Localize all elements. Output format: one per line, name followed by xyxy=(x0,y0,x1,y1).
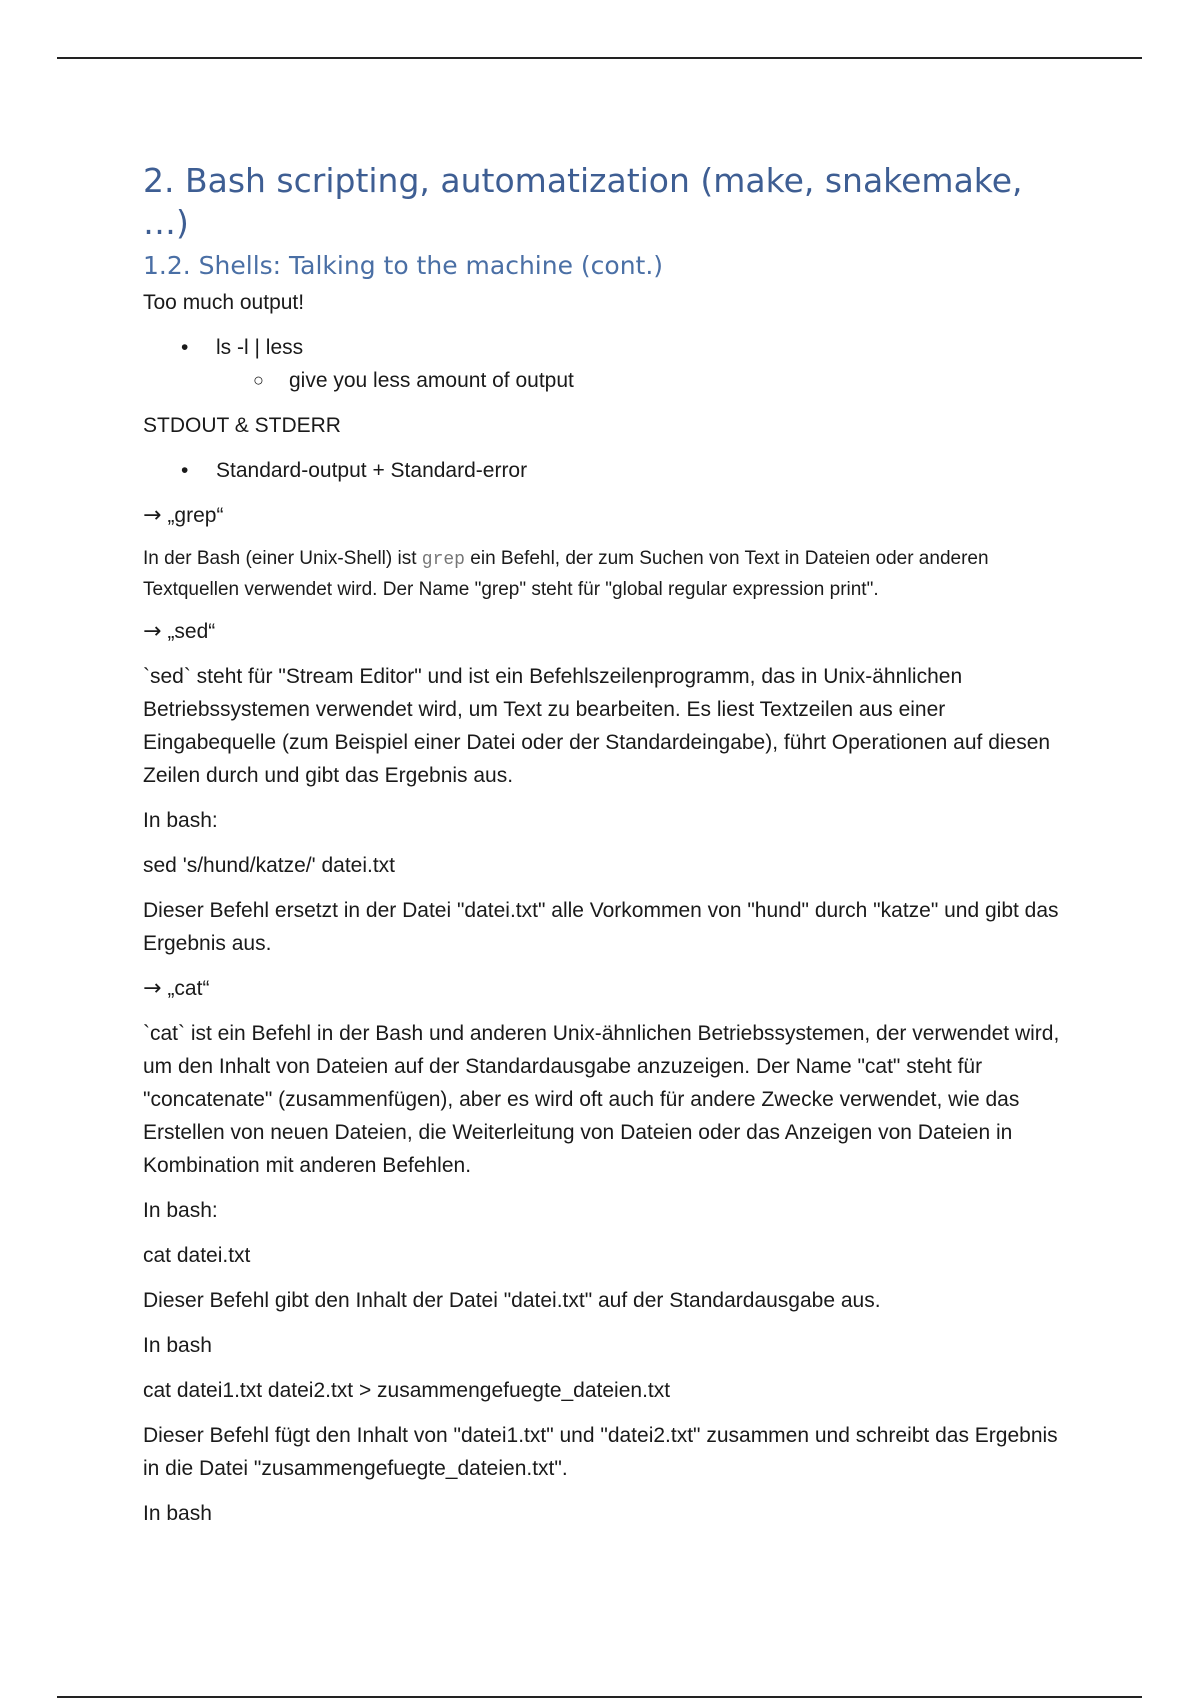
cat-heading-label: „cat“ xyxy=(167,977,210,1000)
list-item-stdout-label: Standard-output + Standard-error xyxy=(216,459,528,482)
sed-command: sed 's/hund/katze/' datei.txt xyxy=(143,854,395,877)
grep-text-before: In der Bash (einer Unix-Shell) ist xyxy=(143,548,422,569)
right-arrow-icon: → xyxy=(143,976,162,1001)
sed-heading-label: „sed“ xyxy=(167,620,216,643)
cat-in-bash-label-3: In bash xyxy=(143,1502,212,1525)
sed-explanation: Dieser Befehl ersetzt in der Datei "datei.txt" alle Vorkommen von "hund" durch "katze" und gibt das Ergebnis aus. xyxy=(143,899,1059,955)
list-item-ls xyxy=(143,331,1063,364)
grep-code: grep xyxy=(421,550,465,570)
filled-bullet-icon: • xyxy=(181,336,189,359)
cat-explanation-2: Dieser Befehl fügt den Inhalt von "datei1.txt" und "datei2.txt" zusammen und schreibt das Ergebnis in die Datei "zusammengefuegte_dateien.txt". xyxy=(143,1424,1058,1480)
list-item-ls-label: ls -l | less xyxy=(216,336,304,359)
cat-command-1: cat datei.txt xyxy=(143,1244,251,1267)
sed-heading xyxy=(143,615,1063,648)
hollow-bullet-icon: ○ xyxy=(253,370,264,390)
sed-paragraph: `sed` steht für "Stream Editor" und ist ein Befehlszeilenprogramm, das in Unix-ähnlichen Betriebssystemen verwendet wird, um Text zu bearbeiten. Es liest Textzeilen aus einer Eingabequelle (zum Beispiel einer Datei oder der Standardeingabe), führt Operationen auf diesen Zeilen durch und gibt das Ergebnis aus. xyxy=(143,665,1051,787)
cat-heading xyxy=(143,972,1063,1005)
too-much-output-text: Too much output! xyxy=(143,291,305,314)
grep-heading-label: „grep“ xyxy=(167,504,224,527)
ls-list xyxy=(143,331,1063,397)
right-arrow-icon: → xyxy=(143,503,162,528)
grep-paragraph xyxy=(143,544,1063,605)
section-subtitle: 1.2. Shells: Talking to the machine (cont.) xyxy=(143,251,664,280)
cat-in-bash-label-2: In bash xyxy=(143,1334,212,1357)
filled-bullet-icon: • xyxy=(181,459,189,482)
cat-explanation-1: Dieser Befehl gibt den Inhalt der Datei "datei.txt" auf der Standardausgabe aus. xyxy=(143,1289,881,1312)
document-body xyxy=(143,160,1063,1542)
list-subitem-ls-label: give you less amount of output xyxy=(289,369,574,392)
right-arrow-icon: → xyxy=(143,619,162,644)
stdout-list xyxy=(143,454,1063,487)
list-item-stdout xyxy=(143,454,1063,487)
cat-in-bash-label-1: In bash: xyxy=(143,1199,218,1222)
cat-paragraph: `cat` ist ein Befehl in der Bash und anderen Unix-ähnlichen Betriebssystemen, der verwendet wird, um den Inhalt von Dateien auf der Standardausgabe anzuzeigen. Der Name "cat" steht für "concatenate" (zusammenfügen), aber es wird oft auch für andere Zwecke verwendet, wie das Erstellen von neuen Dateien, die Weiterleitung von Dateien oder das Anzeigen von Dateien in Kombination mit anderen Befehlen. xyxy=(143,1022,1060,1177)
grep-heading xyxy=(143,499,1063,532)
sed-in-bash-label: In bash: xyxy=(143,809,218,832)
grep-text-after: ein Befehl, der zum Suchen von Text in Dateien oder anderen Textquellen verwendet wird. Der Name "grep" steht für "global regular expression print". xyxy=(143,548,989,600)
header-rule xyxy=(57,57,1142,59)
footer-rule xyxy=(57,1696,1142,1698)
stdout-heading: STDOUT & STDERR xyxy=(143,414,341,437)
cat-command-2: cat datei1.txt datei2.txt > zusammengefuegte_dateien.txt xyxy=(143,1379,671,1402)
list-subitem-ls xyxy=(143,364,1063,397)
page-title: 2. Bash scripting, automatization (make, snakemake, …) xyxy=(143,161,1023,242)
